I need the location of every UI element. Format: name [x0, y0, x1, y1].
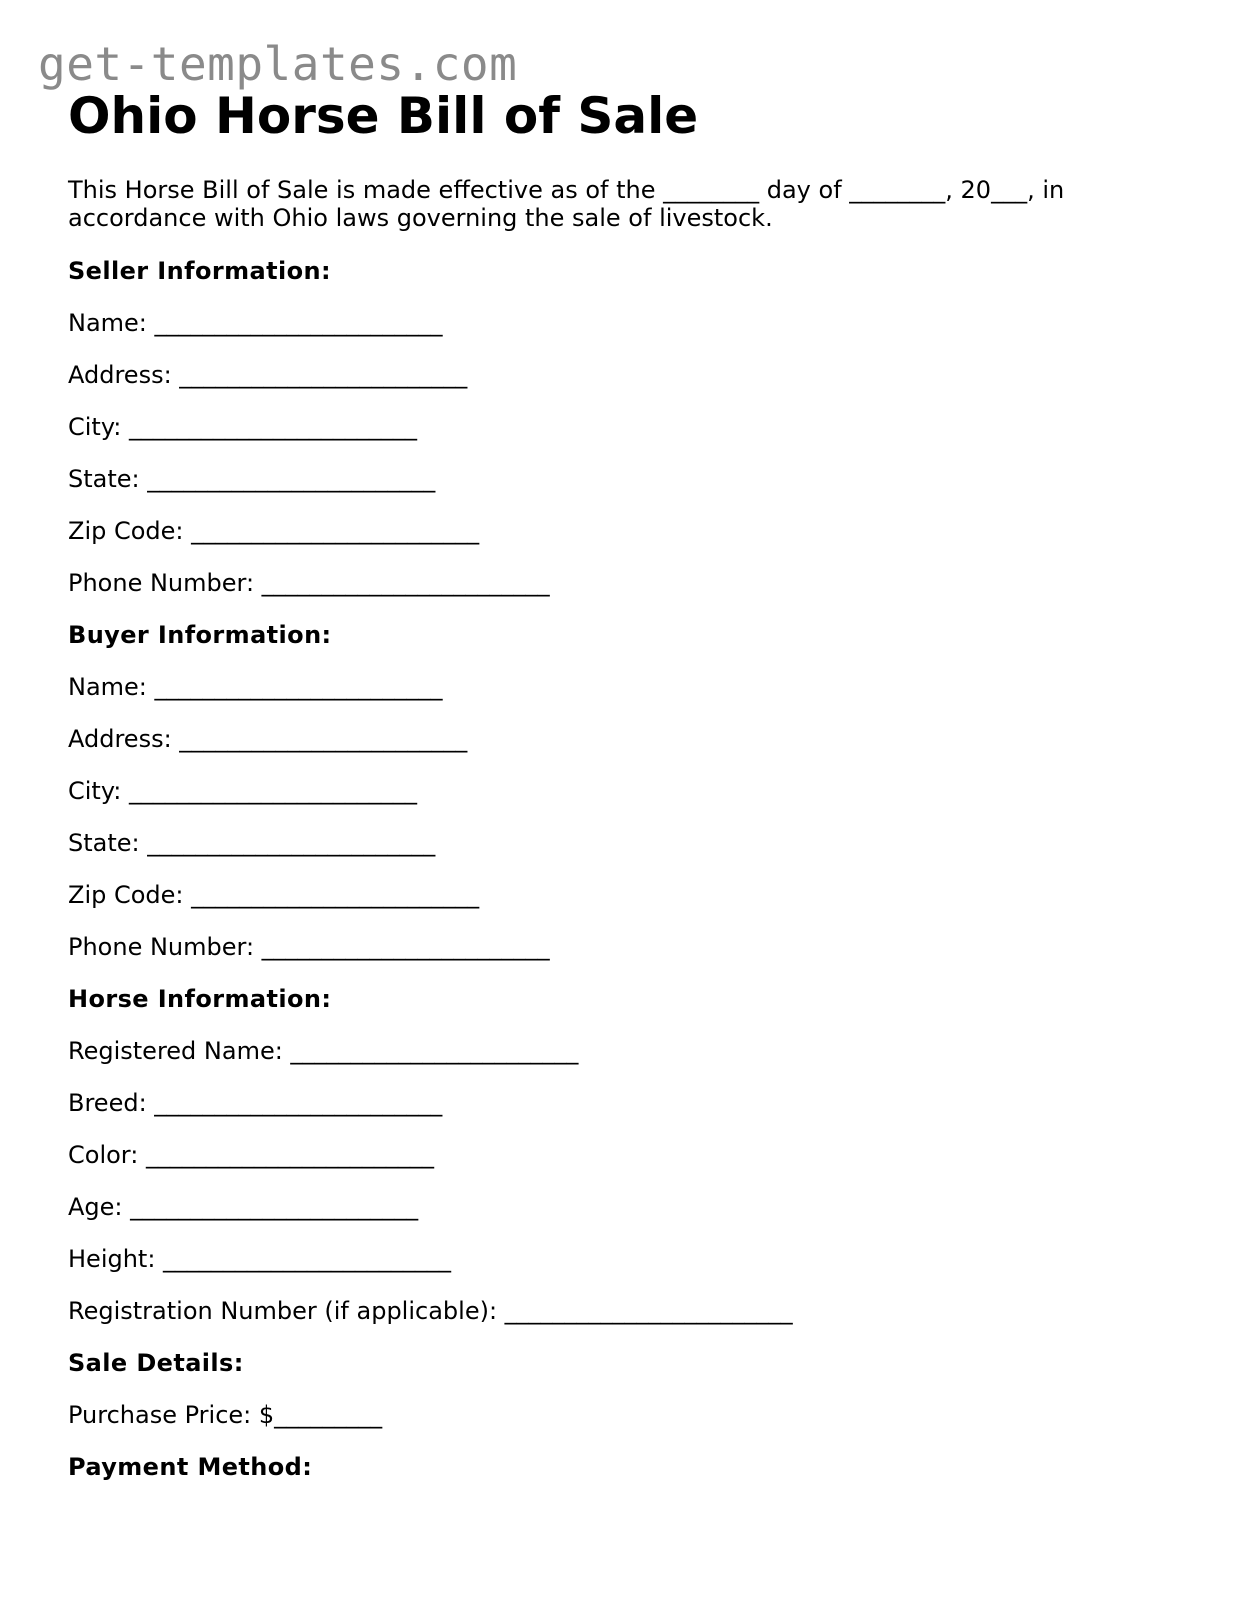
- horse-color-field[interactable]: Color: ________________________: [68, 1141, 434, 1169]
- intro-line-2: accordance with Ohio laws governing the sale of livestock.: [68, 204, 773, 232]
- horse-breed-field[interactable]: Breed: ________________________: [68, 1089, 443, 1117]
- seller-heading: Seller Information:: [68, 257, 331, 285]
- sale-details-heading: Sale Details:: [68, 1349, 244, 1377]
- seller-name-field[interactable]: Name: ________________________: [68, 309, 443, 337]
- intro-line-1: This Horse Bill of Sale is made effective as of the ________ day of ________, 20___, in: [68, 176, 1065, 204]
- buyer-city-field[interactable]: City: ________________________: [68, 777, 418, 805]
- buyer-name-field[interactable]: Name: ________________________: [68, 673, 443, 701]
- buyer-heading: Buyer Information:: [68, 621, 332, 649]
- horse-registered-name-field[interactable]: Registered Name: ________________________: [68, 1037, 579, 1065]
- horse-height-field[interactable]: Height: ________________________: [68, 1245, 452, 1273]
- seller-zip-field[interactable]: Zip Code: ________________________: [68, 517, 480, 545]
- seller-address-field[interactable]: Address: ________________________: [68, 361, 468, 389]
- horse-registration-number-field[interactable]: Registration Number (if applicable): ________________________: [68, 1297, 793, 1325]
- horse-age-field[interactable]: Age: ________________________: [68, 1193, 419, 1221]
- intro-paragraph: [68, 176, 1188, 232]
- horse-heading: Horse Information:: [68, 985, 332, 1013]
- page-title: Ohio Horse Bill of Sale: [68, 87, 699, 145]
- buyer-address-field[interactable]: Address: ________________________: [68, 725, 468, 753]
- buyer-phone-field[interactable]: Phone Number: ________________________: [68, 933, 550, 961]
- document-body: [68, 176, 1188, 1482]
- seller-phone-field[interactable]: Phone Number: ________________________: [68, 569, 550, 597]
- seller-city-field[interactable]: City: ________________________: [68, 413, 418, 441]
- watermark: get-templates.com: [38, 37, 518, 91]
- purchase-price-field[interactable]: Purchase Price: $_________: [68, 1401, 383, 1429]
- buyer-zip-field[interactable]: Zip Code: ________________________: [68, 881, 480, 909]
- payment-method-heading: Payment Method:: [68, 1453, 313, 1481]
- seller-state-field[interactable]: State: ________________________: [68, 465, 436, 493]
- buyer-state-field[interactable]: State: ________________________: [68, 829, 436, 857]
